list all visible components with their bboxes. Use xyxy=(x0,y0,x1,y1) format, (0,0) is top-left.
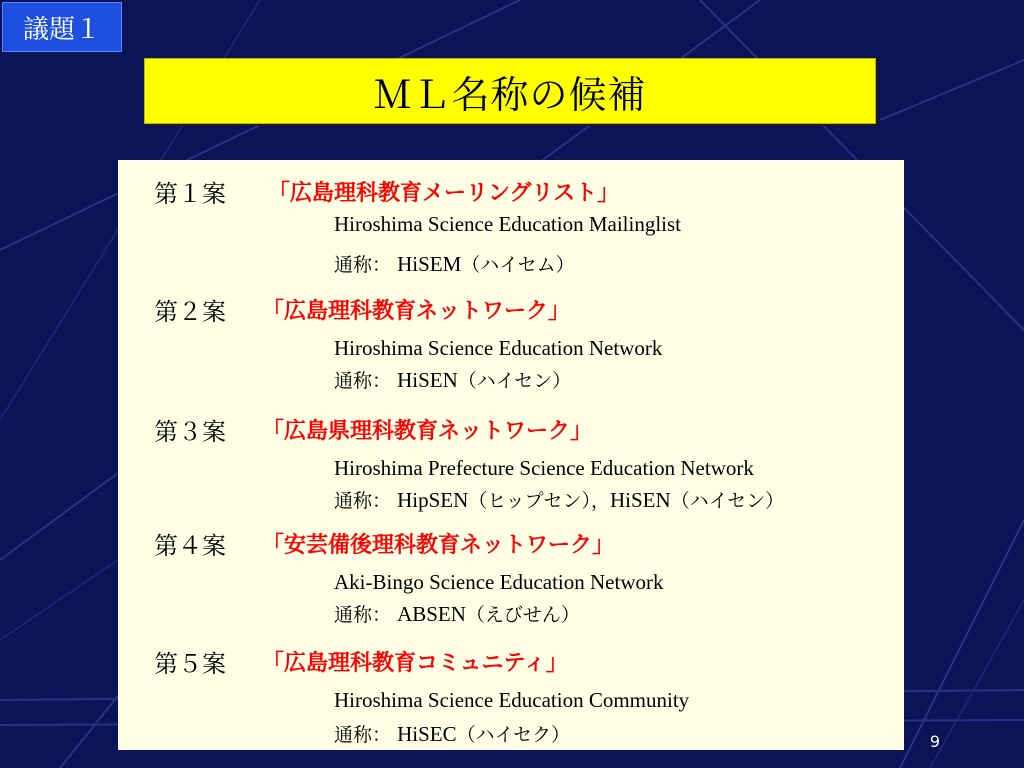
option-english-name: Aki-Bingo Science Education Network xyxy=(334,570,664,594)
option-name: 「広島理科教育メーリングリスト」 xyxy=(268,181,620,206)
options-panel xyxy=(118,160,904,750)
option-name: 「広島理科教育コミュニティ」 xyxy=(262,651,568,676)
option-english-name: Hiroshima Science Education Mailinglist xyxy=(334,212,682,236)
option-english-name: Hiroshima Science Education Community xyxy=(334,688,690,712)
option-label: 第３案 xyxy=(154,418,226,446)
option-abbreviation: 通称： HiSEM（ハイセム） xyxy=(334,252,575,276)
option-name: 「安芸備後理科教育ネットワーク」 xyxy=(262,533,615,558)
option-abbreviation: 通称： HipSEN（ヒップセン），HiSEN（ハイセン） xyxy=(334,488,785,512)
option-label: 第２案 xyxy=(154,298,226,326)
option-english-name: Hiroshima Science Education Network xyxy=(334,336,663,360)
option-label: 第５案 xyxy=(154,650,226,678)
option-abbreviation: 通称： HiSEC（ハイセク） xyxy=(334,722,571,746)
option-abbreviation: 通称： ABSEN（えびせん） xyxy=(334,602,580,626)
option-name: 「広島県理科教育ネットワーク」 xyxy=(262,419,593,444)
option-label: 第１案 xyxy=(154,180,226,208)
option-label: 第４案 xyxy=(154,532,226,560)
agenda-tag: 議題１ xyxy=(2,2,122,52)
option-abbreviation: 通称： HiSEN（ハイセン） xyxy=(334,368,572,392)
page-number: 9 xyxy=(929,732,941,751)
slide-title: ＭＬ名称の候補 xyxy=(144,58,876,124)
option-english-name: Hiroshima Prefecture Science Education Network xyxy=(334,456,754,480)
option-name: 「広島理科教育ネットワーク」 xyxy=(262,299,571,324)
